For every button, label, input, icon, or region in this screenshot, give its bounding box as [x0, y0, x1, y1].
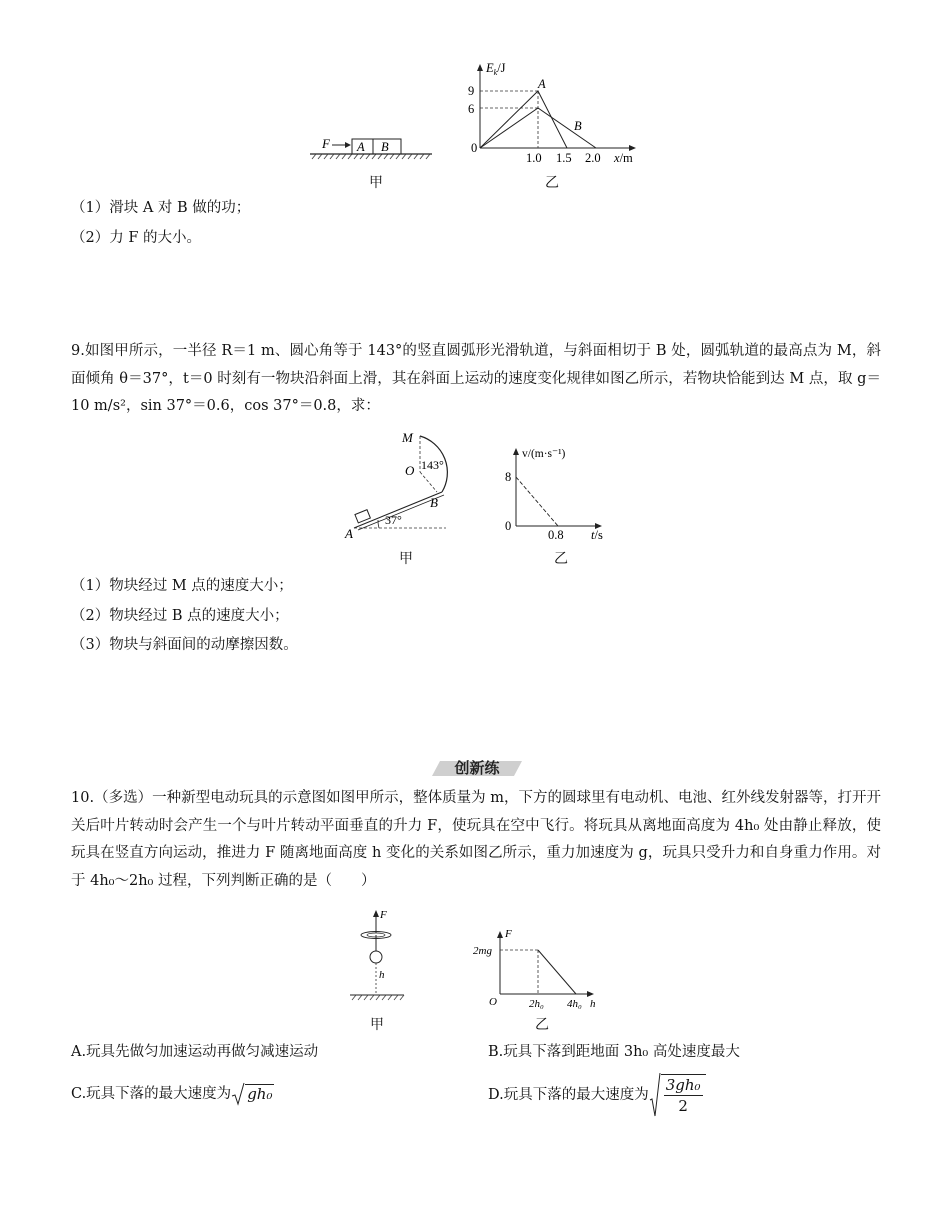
- origin-label: O: [489, 996, 497, 1008]
- q9-stem: 9.如图甲所示，一半径 R＝1 m、圆心角等于 143°的竖直圆弧形光滑轨道，与斜面相切于 B 处，圆弧轨道的最高点为 M，斜面倾角 θ＝37°，t＝0 时刻有一物块沿斜面上滑，其在斜面上运动的速度变化规律如图乙所示，若物块恰能到达 M 点，取 g＝10 m/s²，sin 37°＝0.6，cos 37°＝0.8，求：: [71, 343, 881, 414]
- angle-arc: 143°: [421, 458, 444, 472]
- velocity-line: [516, 477, 558, 526]
- block-a-label: A: [357, 140, 365, 154]
- q10-caption-yi: 乙: [535, 1017, 549, 1033]
- option-d-num: 3gh₀: [665, 1076, 701, 1094]
- q10-caption-jia: 甲: [370, 1017, 384, 1033]
- tick-4h0: 4h₀: [567, 998, 582, 1009]
- option-c-text: C.玩具下落的最大速度为: [71, 1086, 232, 1102]
- point-o: O: [405, 463, 415, 478]
- x-axis-label: t/s: [591, 528, 603, 542]
- block: [355, 510, 370, 523]
- q9-sub2: （2）物块经过 B 点的速度大小；: [71, 608, 289, 624]
- section-title: 创新练: [454, 759, 500, 777]
- toy-ball: [370, 951, 382, 963]
- option-d[interactable]: [488, 1072, 706, 1122]
- force-label: F: [322, 136, 330, 151]
- tick-0.8: 0.8: [548, 528, 564, 542]
- tick-1.0: 1.0: [526, 151, 542, 165]
- y-axis-label: v/(m·s⁻¹): [522, 448, 566, 460]
- q9-caption-jia: 甲: [399, 551, 413, 567]
- force-label: F: [380, 909, 387, 921]
- option-d-den: 2: [678, 1097, 688, 1115]
- point-m: M: [402, 430, 413, 445]
- q10-figure-yi: [470, 925, 610, 1009]
- option-a[interactable]: A.玩具先做匀加速运动再做匀减速运动: [71, 1044, 319, 1060]
- q10-figure-jia: [342, 905, 412, 1009]
- q9-caption-yi: 乙: [554, 551, 568, 567]
- point-b: B: [430, 495, 438, 510]
- option-c[interactable]: [71, 1082, 274, 1112]
- q8-figure-yi: [462, 58, 647, 170]
- tick-2mg: 2mg: [473, 945, 492, 957]
- q10-stem: 10.（多选）一种新型电动玩具的示意图如图甲所示，整体质量为 m，下方的圆球里有电动机、电池、红外线发射器等，打开开关后叶片转动时会产生一个与叶片转动平面垂直的升力 F，使玩具在空中飞行。将玩具从离地面高度为 4h₀ 处由静止释放，使玩具在竖直方向运动，推进力 F 随离地面高度 h 变化的关系如图乙所示，重力加速度为 g，玩具只受升力和自身重力作用。对于 4h₀～2h₀ 过程，下列判断正确的是（ ）: [71, 790, 881, 889]
- option-d-text: D.玩具下落的最大速度为: [488, 1087, 649, 1103]
- x-axis-label: h: [590, 998, 596, 1009]
- height-label: h: [379, 969, 385, 981]
- q8-caption-jia: 甲: [369, 175, 383, 191]
- origin-label: 0: [471, 141, 478, 155]
- tick-9: 9: [468, 84, 475, 98]
- sqrt-sign-icon: [231, 1082, 245, 1106]
- q9-figure-yi: [500, 442, 618, 544]
- sqrt-sign-icon: [649, 1072, 661, 1118]
- q9-sub1: （1）物块经过 M 点的速度大小；: [71, 578, 293, 594]
- q9-sub3: （3）物块与斜面间的动摩擦因数。: [71, 637, 298, 653]
- fraction: [661, 1074, 706, 1116]
- y-axis-label: F: [505, 928, 512, 940]
- option-c-expr: gh₀: [247, 1085, 273, 1103]
- tick-8: 8: [505, 470, 512, 484]
- q8-caption-yi: 乙: [545, 175, 559, 191]
- block-b-label: B: [381, 140, 389, 154]
- q8-figure-jia: [300, 126, 445, 166]
- origin-label: 0: [505, 519, 512, 533]
- tick-1.5: 1.5: [556, 151, 572, 165]
- point-a: A: [345, 526, 353, 541]
- option-b[interactable]: B.玩具下落到距地面 3h₀ 高处速度最大: [488, 1044, 740, 1060]
- y-axis-label: $E_k/J$: [486, 61, 506, 77]
- curve-b-label: B: [574, 119, 582, 133]
- tick-2h0: 2h₀: [529, 998, 544, 1009]
- tick-2.0: 2.0: [585, 151, 601, 165]
- curve-a-label: A: [538, 77, 546, 91]
- q9-figure-jia: [340, 426, 470, 544]
- q8-sub2: （2）力 F 的大小。: [71, 230, 202, 246]
- force-decline: [538, 950, 576, 994]
- tick-6: 6: [468, 102, 475, 116]
- x-axis-label: x/m: [614, 151, 633, 165]
- angle-incline: 37°: [385, 513, 402, 527]
- q8-sub1: （1）滑块 A 对 B 做的功；: [71, 200, 251, 216]
